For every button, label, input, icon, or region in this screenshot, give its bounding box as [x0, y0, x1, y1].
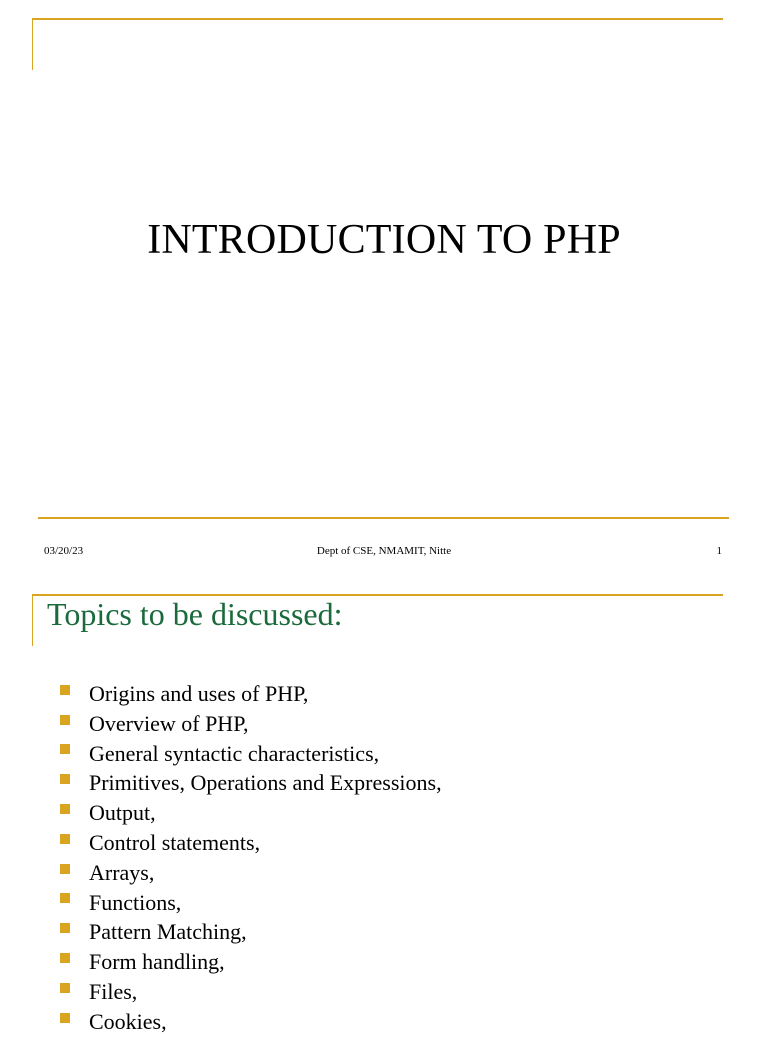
- list-item: [60, 947, 442, 977]
- footer-rule: [38, 517, 729, 519]
- bullet-square-icon: [60, 744, 70, 754]
- topic-label: Control statements,: [89, 829, 261, 855]
- topic-label: Cookies,: [89, 1008, 167, 1034]
- list-item: [60, 768, 442, 798]
- list-item: [60, 917, 442, 947]
- topic-label: General syntactic characteristics,: [89, 740, 380, 766]
- bullet-square-icon: [60, 864, 70, 874]
- left-rule: [32, 594, 33, 646]
- bullet-square-icon: [60, 923, 70, 933]
- top-rule: [32, 18, 723, 20]
- footer-page-number: 1: [716, 545, 722, 557]
- list-item: [60, 858, 442, 888]
- topic-label: Files,: [89, 978, 138, 1004]
- list-item: [60, 888, 442, 918]
- footer-date: 03/20/23: [44, 545, 84, 557]
- bullet-square-icon: [60, 804, 70, 814]
- bullet-square-icon: [60, 685, 70, 695]
- left-rule: [32, 18, 33, 70]
- section-title: Topics to be discussed:: [47, 596, 343, 632]
- topic-label: Pattern Matching,: [89, 919, 247, 945]
- list-item: [60, 798, 442, 828]
- list-item: [60, 1007, 442, 1037]
- topic-label: Output,: [89, 800, 156, 826]
- list-item: [60, 828, 442, 858]
- bullet-square-icon: [60, 953, 70, 963]
- bullet-square-icon: [60, 715, 70, 725]
- bullet-square-icon: [60, 774, 70, 784]
- topic-label: Origins and uses of PHP,: [89, 681, 309, 706]
- bullet-square-icon: [60, 983, 70, 993]
- topic-label: Primitives, Operations and Expressions,: [89, 770, 442, 796]
- bullet-square-icon: [60, 834, 70, 844]
- topic-label: Form handling,: [89, 949, 225, 975]
- list-item: [60, 977, 442, 1007]
- topic-label: Arrays,: [89, 859, 155, 885]
- topic-label: Overview of PHP,: [89, 710, 249, 736]
- footer-department: Dept of CSE, NMAMIT, Nitte: [316, 545, 452, 557]
- list-item: [60, 709, 442, 739]
- topic-list: [60, 679, 442, 1037]
- list-item: [60, 739, 442, 769]
- list-item: [60, 679, 442, 709]
- bullet-square-icon: [60, 1013, 70, 1023]
- bullet-square-icon: [60, 893, 70, 903]
- topic-label: Functions,: [89, 889, 182, 915]
- slide-2: [0, 578, 768, 1034]
- slide-title: INTRODUCTION TO PHP: [147, 217, 621, 263]
